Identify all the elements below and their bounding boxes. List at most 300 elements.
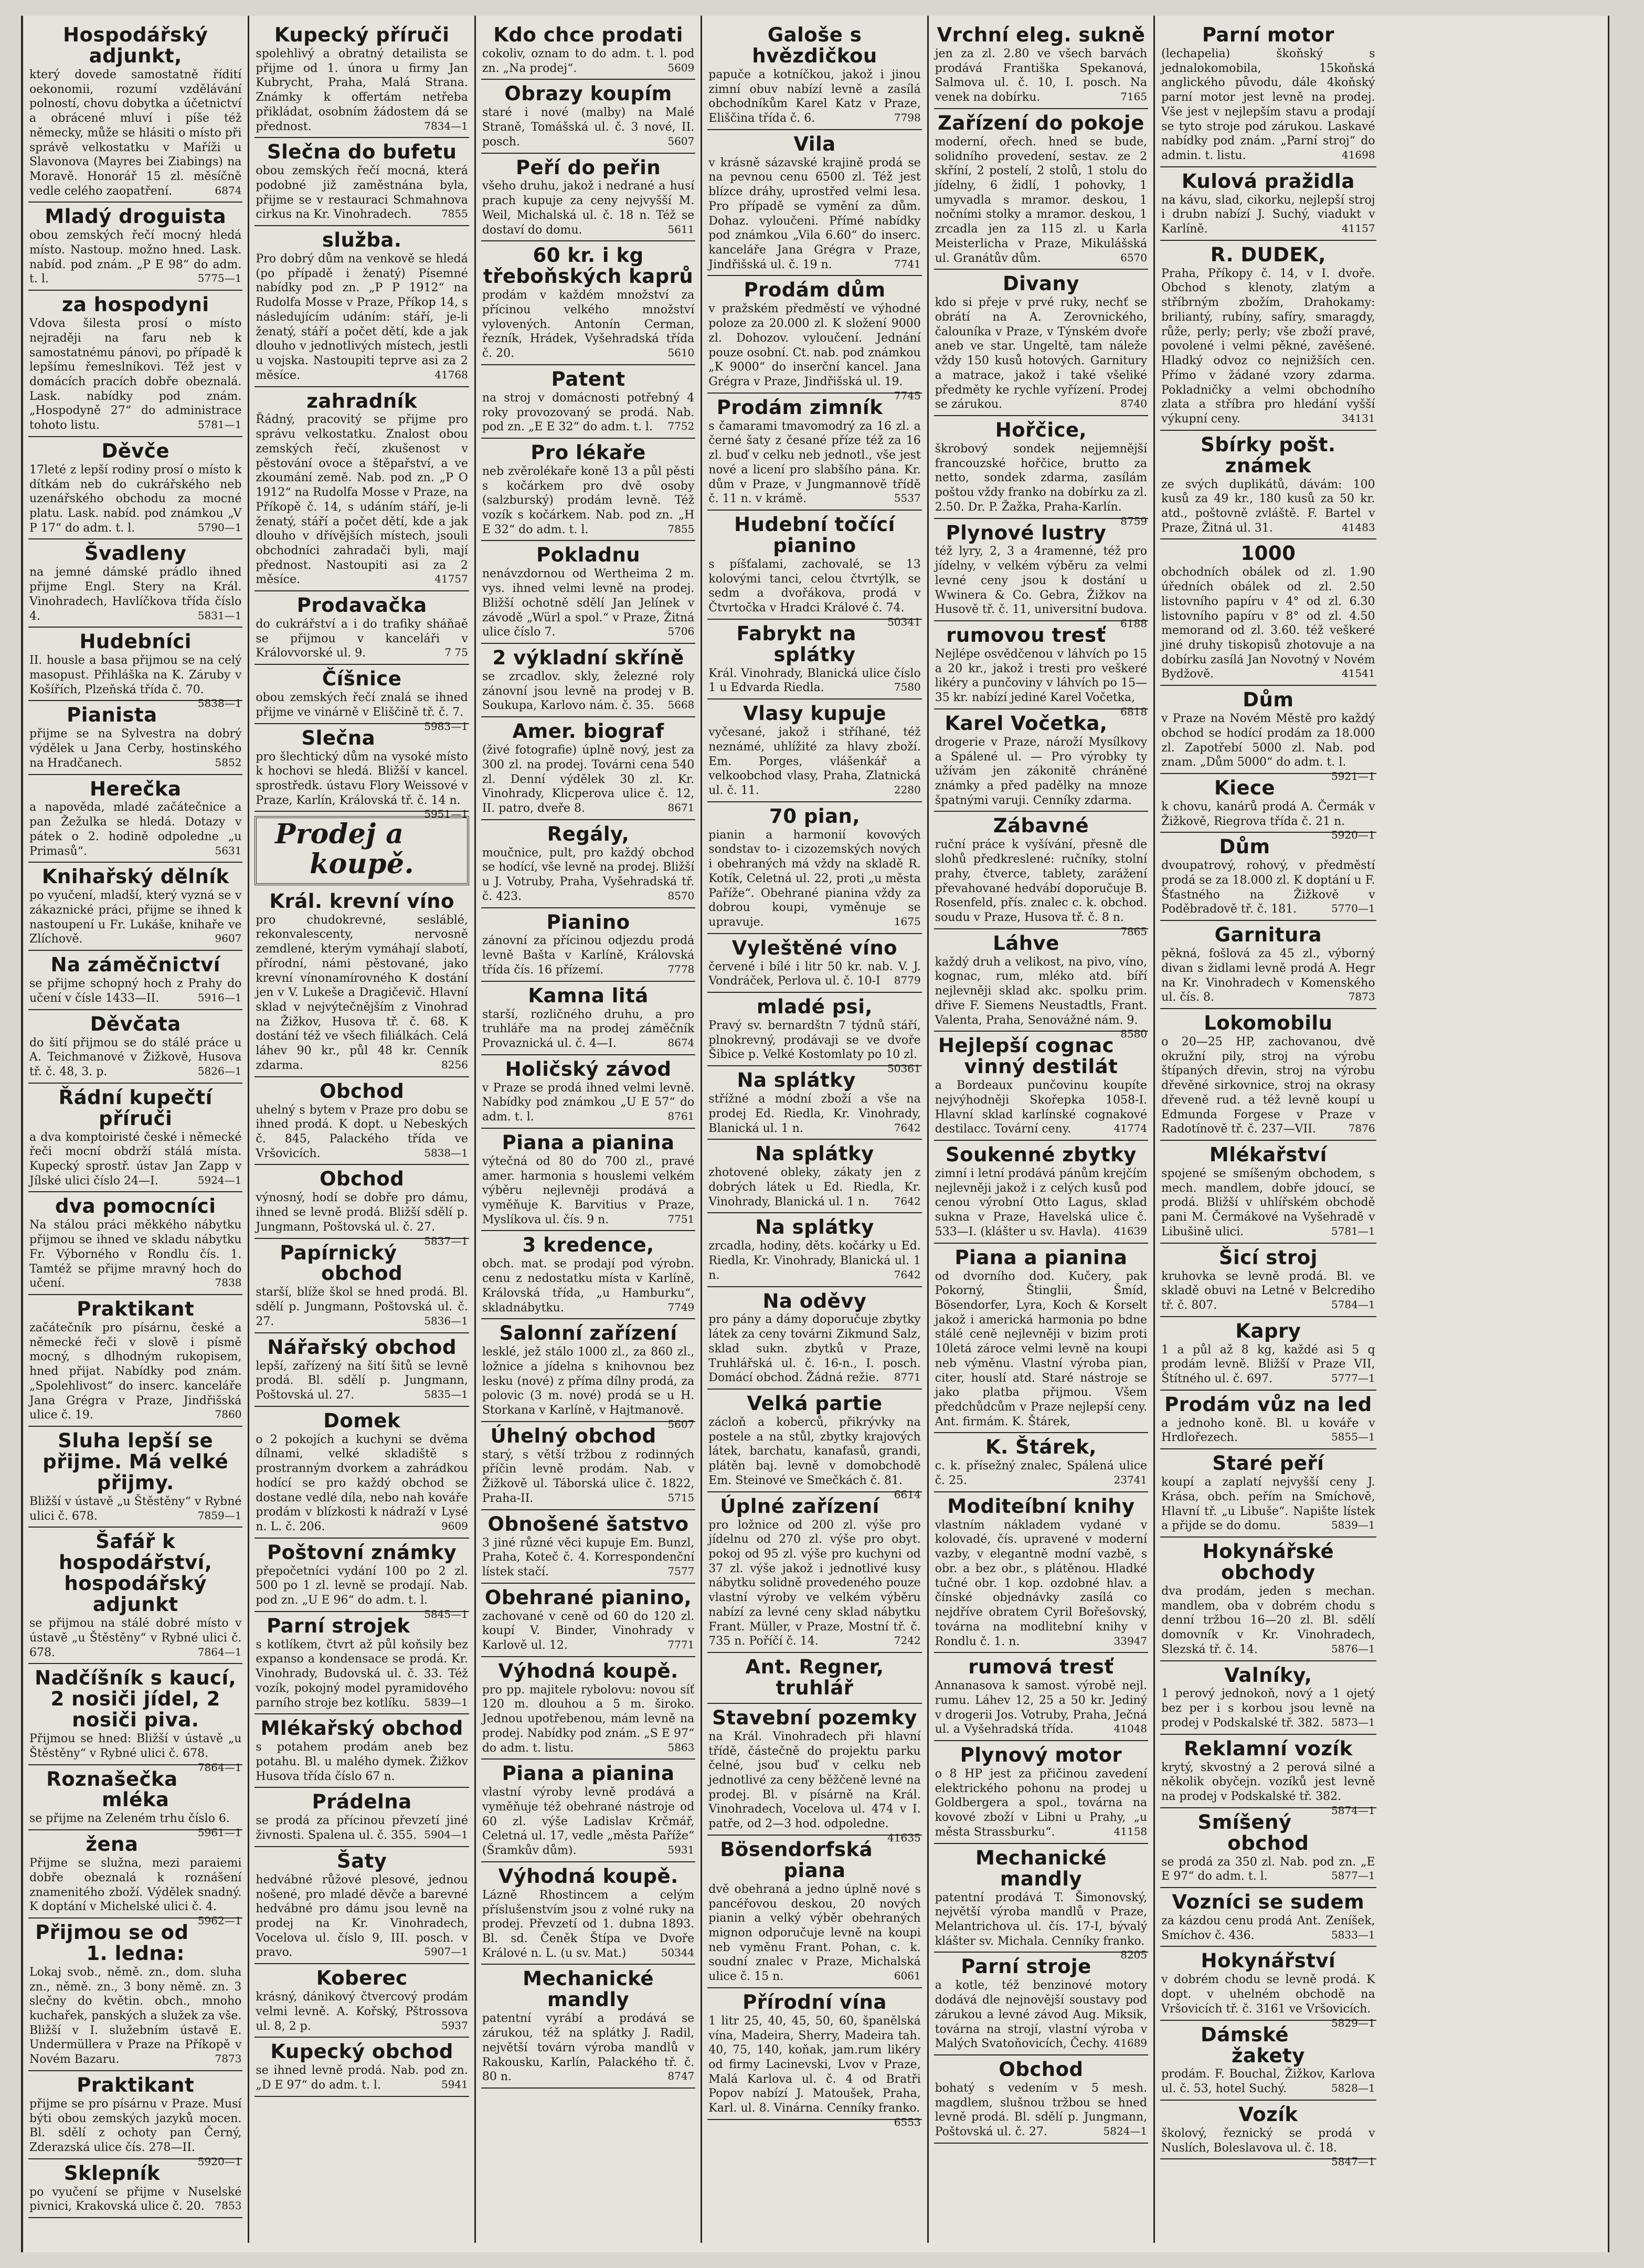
ad-body	[708, 960, 920, 989]
ad-body-text: v dobrém chodu se levně prodá. K dopt. v uhelném obchodě na Vršovicích tř. č. 3161 ve Vršovicích.	[1161, 1973, 1375, 2016]
ad-headline: Šaty	[336, 1849, 387, 1872]
ad-body-text: každý druh a velikost, na pivo, víno, kognac, rum, mléko atd. bíří nejlevněji sklad akc. spolku prim. dřive F. Siemens Neustadtls, Frant. Valenta, Praha, Senovážné nám. 9.	[935, 955, 1148, 1027]
ad-body	[256, 412, 468, 587]
ad-body-text: Lázně Rhostincem a celým příslušenstvím jsou z volné ruky na prodej. Převzetí od 1. dubna 1893. Bl. sd. Čeněk Štípa ve Dvoře Králové n. L. (u sv. Mat.)	[482, 1888, 695, 1960]
ad-body	[29, 463, 241, 536]
classified-ad	[481, 1057, 695, 1129]
ad-body	[256, 617, 468, 661]
ad-body	[1161, 193, 1375, 237]
ad-number: 8674	[667, 1036, 695, 1050]
ad-body-text: na jemné dámské prádlo ihned přijme Engl. Stery na Král. Vinohradech, Havlíčkova třída číslo 4.	[29, 566, 242, 623]
classified-ad	[28, 1832, 242, 1927]
classified-ad	[1160, 2103, 1376, 2168]
ad-body-text: starší, rozličného druhu, a pro truhláře ma na prodej záměčník Provaznická ul. č. 4—I.	[482, 1008, 695, 1051]
ad-body	[482, 1257, 694, 1315]
ad-body-text: 17leté z lepší rodiny prosí o místo k dítkám neb do cukrářského neb uzenářského obchodu za mocné platu. Lask. nabíd. pod známkou „V P 17“ do adm. t. l.	[29, 463, 242, 535]
ad-body	[482, 670, 694, 713]
ad-body	[482, 1888, 694, 1961]
ad-body	[482, 934, 694, 977]
ad-body	[482, 47, 694, 76]
ad-body	[482, 2011, 694, 2084]
ad-body-text: jen za zl. 2.80 ve všech barvách prodává Františka Spekanová, Salmova ul. č. 10, I. posch. Na venek na dobírku.	[935, 47, 1148, 104]
classified-ad	[481, 82, 695, 153]
ad-number: 7778	[667, 962, 695, 976]
ad-number: 6188	[1120, 617, 1148, 630]
classified-ad	[1160, 1246, 1376, 1317]
ad-body-text: zhotovené obleky, zákaty jen z dobrých látek u Ed. Riedla, Kr. Vinohrady, Blanická ul. 1 n.	[708, 1166, 921, 1209]
ad-body-text: Přijme se služna, mezi paraiemi dobře obeznalá k roznášení znamenitého zboží. Výdělek snadný. K doptání v Michelské ulici č. 4.	[29, 1857, 242, 1914]
ad-number: 5847—1	[1331, 2155, 1375, 2168]
ad-headline: Slečna do bufetu	[267, 141, 457, 164]
ad-body	[935, 1459, 1147, 1488]
classified-ad	[707, 1068, 921, 1140]
ad-body	[29, 888, 241, 947]
classified-ad	[707, 1706, 921, 1844]
ad-number: 5874—1	[1331, 1804, 1375, 1817]
ad-number: 5715	[667, 1491, 695, 1504]
ad-number: 8779	[894, 974, 921, 987]
classified-ad	[28, 439, 242, 540]
classified-ad	[28, 205, 242, 291]
ad-headline: Nářařský obchod	[267, 1336, 457, 1359]
ad-headline: Kapry	[1235, 1319, 1301, 1342]
ad-body-text: moučnice, pult, pro každý obchod se hodící, vše levně na prodej. Bližší u J. Votruby, Praha, Vyšehradská tř. č. 423.	[482, 846, 695, 903]
ad-headline: Vyleštěné víno	[731, 936, 898, 959]
ad-headline: Domek	[323, 1409, 401, 1432]
ad-headline: Pianista	[67, 704, 157, 727]
ad-number: 7873	[1348, 990, 1375, 1003]
classified-ad	[481, 243, 695, 365]
classified-ad	[481, 1586, 695, 1657]
ad-body-text: výnosný, hodí se dobře pro dámu, ihned se levně prodá. Bližší sdělí p. Jungmann, Poštovská ul. č. 27.	[256, 1191, 468, 1234]
ad-body	[935, 647, 1148, 718]
ad-body-text: bohatý s vedením v 5 mesh. magdlem, slušnou tržbou se hned levně prodá. Bl. sdělí p. Jungmann, Poštovská ul. č. 27.	[935, 2081, 1148, 2139]
ad-body	[708, 1882, 920, 1984]
ad-headline: Děvčata	[90, 1012, 181, 1035]
ad-number: 33947	[1113, 1634, 1148, 1647]
ad-headline: Pokladnu	[536, 544, 641, 567]
ad-body-text: starší, blíže škol se hned prodá. Bl. sdělí p. Jungmann, Poštovská ul. č. 27.	[256, 1286, 468, 1328]
classified-ad	[707, 1142, 921, 1213]
ad-body	[256, 1433, 468, 1534]
ad-headline: Lokomobilu	[1204, 1012, 1333, 1035]
ad-headline: Velká partie	[747, 1392, 883, 1415]
ad-headline: Mechanické mandly	[523, 1967, 654, 2011]
classified-ad	[481, 719, 695, 820]
ad-number: 5775—1	[197, 272, 242, 285]
ad-headline: Plynový motor	[960, 1744, 1122, 1767]
ad-headline: 60 kr. i kg třeboňských kaprů	[483, 244, 694, 288]
classified-ad	[28, 1012, 242, 1084]
classified-ad	[1160, 542, 1376, 686]
classified-ad	[707, 804, 921, 934]
ad-headline: Číšnice	[322, 667, 402, 691]
ad-body-text: se prodá za přícinou převzetí jiné živnosti. Spalena ul. č. 355.	[256, 1814, 468, 1842]
ad-column	[702, 16, 928, 2243]
ad-body	[482, 1345, 695, 1430]
ad-body	[482, 846, 694, 904]
ad-number: 5924—1	[197, 1173, 242, 1186]
classified-ad	[1160, 688, 1376, 782]
ad-body-text: spojené se smíšeným obchodem, s mech. mandlem, dobře jdoucí, se prodá. Bližší v uhlířském obchodě pani M. Čermákové na Vyšehradě v Libušině ulici.	[1161, 1167, 1375, 1238]
ad-number: 41689	[1113, 2037, 1148, 2050]
ad-number: 7853	[215, 2199, 242, 2212]
ad-number: 8205	[1120, 1948, 1148, 1962]
ad-body	[1161, 1584, 1375, 1657]
ad-headline: rumovou tresť	[946, 624, 1106, 647]
classified-ad	[934, 1246, 1148, 1434]
ad-headline: Pro lékaře	[531, 441, 646, 464]
ad-headline: Na splátky	[755, 1142, 874, 1165]
ad-number: 7642	[894, 1268, 921, 1281]
classified-ad	[481, 1321, 695, 1430]
ad-body	[1161, 47, 1375, 163]
ad-number: 5916—1	[197, 991, 242, 1004]
classified-ad	[254, 1079, 469, 1165]
ad-body	[29, 1130, 241, 1189]
ad-body	[1161, 1914, 1375, 1943]
ad-body-text: se přijmou na stálé dobré místo v ústavě „u Štěstěny“ v Rybné ulici č. 678.	[29, 1617, 242, 1659]
ad-body-text: obou zemských řečí mocná, která podobné již zaměstnána byla, přijme se v restauraci Schmahnova cirkus na Kr. Vinohradech.	[256, 164, 468, 221]
ad-body-text: do cukrářství a i do trafiky sháňaě se přijmou v kanceláři v Královvorské ul. 9.	[256, 618, 468, 660]
ad-body	[1161, 1973, 1375, 2029]
ad-headline: Hejlepší cognac vinný destilát	[938, 1034, 1118, 1078]
classified-ad	[707, 1990, 921, 2128]
ad-body	[256, 1990, 468, 2033]
ad-body	[935, 1167, 1147, 1239]
ad-number: 34131	[1341, 411, 1375, 425]
ad-body	[256, 1814, 468, 1842]
classified-ad	[254, 1716, 469, 1788]
ad-headline: Parní strojek	[267, 1614, 410, 1637]
ad-body	[1161, 1475, 1375, 1533]
ad-body	[256, 1285, 468, 1329]
ad-headline: Mlékařský obchod	[260, 1717, 463, 1740]
classified-ad	[28, 1086, 242, 1193]
ad-body	[708, 1312, 920, 1385]
ad-body-text: krásný, dánikový čtvercový prodám velmi levně. A. Kořský, Pštrossova ul. 8, 2 p.	[256, 1990, 468, 2033]
ad-body	[29, 977, 241, 1005]
ad-number: 41635	[887, 1831, 921, 1844]
ad-headline: Vila	[793, 132, 836, 155]
ad-number: 5961—1	[197, 1826, 242, 1839]
ad-number: 5839—1	[1331, 1519, 1375, 1532]
ad-number: 8761	[667, 1110, 695, 1123]
classified-ad	[28, 630, 242, 710]
classified-ad	[707, 1392, 921, 1501]
ad-headline: Kamna litá	[528, 984, 649, 1007]
ad-headline: Valníky,	[1224, 1663, 1312, 1687]
ad-body	[935, 1078, 1147, 1137]
classified-ad	[254, 889, 469, 1077]
ad-headline: zahradník	[306, 389, 417, 412]
classified-ad	[934, 712, 1148, 812]
ad-body-text: začátečník pro písárnu, české a německé řeči v slově i písmě mocný, s dlhodným rukopisem, hned přijat. Nabídky pod znám. „Spolehlivost“ do inserc. kanceláře Jana Grégra v Praze, Jindřišská ulice č. 19.	[29, 1321, 242, 1422]
ad-number: 5668	[667, 698, 695, 712]
ad-headline: Fabrykt na splátky	[736, 622, 856, 666]
ad-body-text: se přijme na Zeleném trhu číslo 6.	[29, 1812, 230, 1826]
ad-body	[482, 464, 694, 537]
ad-headline: Piana a pianina	[502, 1131, 675, 1154]
ad-headline: Sbírky pošt. známek	[1201, 433, 1336, 477]
ad-headline: Švadleny	[84, 542, 187, 565]
ad-number: 5920—1	[1331, 829, 1375, 842]
classified-ad	[28, 1194, 242, 1295]
classified-ad	[934, 1435, 1148, 1492]
ad-number: 7873	[215, 2052, 242, 2065]
classified-ad	[1160, 1451, 1376, 1538]
classified-ad	[1160, 1393, 1376, 1449]
ad-body-text: neb zvěrolékaře koně 13 a půl pěsti s kočárkem pro dvě osoby (salzburský) prodám levně. Též vozík s kočárkem. Nab. pod zn. „H E 32“ do adm. t. l.	[482, 464, 695, 536]
ad-number: 8747	[667, 2070, 695, 2083]
ad-number: 5781—1	[1331, 1224, 1375, 1237]
ad-number: 6570	[1120, 251, 1148, 264]
ad-number: 5835—1	[424, 1387, 468, 1401]
ad-body	[29, 565, 241, 623]
ad-number: 9609	[441, 1519, 468, 1532]
ad-number: 5781—1	[197, 418, 242, 431]
ad-headline: Král. krevní víno	[269, 889, 454, 913]
ad-headline: Vozík	[1238, 2103, 1298, 2126]
ad-body-text: který dovede samostatně řídití oekonomii, rozumí vzdělávání polností, chovu dobytka a účetnictví a obrácené mluví i píše též německy, může se hlásiti o místo při správě velkostatku v Maříži u Slavonova (Mayres bei Ziabings) na Moravě. Honorář 15 zl. měsíčně vedle celého zaopatření.	[29, 68, 242, 198]
ad-number: 5877—1	[1331, 1869, 1375, 1882]
classified-ad	[934, 1743, 1148, 1844]
ad-body-text: dva prodám, jeden s mechan. mandlem, oba v dobrém chodu s denní tržbou 16—20 zl. Bl. sdělí domovník v Kr. Vinohradech, Slezská tř. č. 14.	[1161, 1584, 1375, 1656]
ad-body	[29, 1218, 241, 1291]
ad-body-text: papuče a kotníčkou, jakož i jinou zimní obuv nabízí levně a zasílá obchodníkům Karel Katz v Praze, Eliščina třída č. 6.	[708, 68, 921, 125]
ad-body	[935, 838, 1148, 938]
ad-column	[249, 16, 475, 2243]
ad-headline: Praktikant	[77, 1297, 195, 1320]
ad-body-text: též lyry, 2, 3 a 4ramenné, též pro jídelny, v velkém výběru za velmi levné ceny jsou k dostání u Wwinera & Co. Gebra, Žižkov na Husově tř. č. 11, universitní budova.	[935, 545, 1148, 617]
classified-ad	[481, 1131, 695, 1232]
ad-body	[256, 1359, 468, 1403]
ad-body-text: II. housle a basa přijmou se na celý masopust. Přihláška na K. Záruby v Košířích, Plzeňská třída č. 70.	[29, 654, 242, 696]
classified-ad	[1160, 1663, 1376, 1735]
ad-body-text: v krásně sázavské krajině prodá se na pevnou cenu 6500 zl. Též jest blízce dráhy, uprostřed velmi lesa. Pro případě se vymění za dům. Dohaz. vyloučeni. Přímé nabídky pod známkou „Vila 6.60“ do inserc. kanceláře Jana Grégra v Praze, Jindřišská ul. č. 19 n.	[708, 156, 921, 271]
classified-ad	[707, 1215, 921, 1287]
ad-number: 7865	[1120, 925, 1148, 938]
ad-headline: R. DUDEK,	[1210, 243, 1326, 266]
ad-body-text: lesklé, jež stálo 1000 zl., za 860 zl., ložnice a jídelna s knihovnou bez lesku (nové) z příma dílny prodá, za polovic (3 m. nové) prodá se u H. Storkana v Karlíně, v Hajtmanově.	[482, 1345, 695, 1417]
ad-headline: Praktikant	[77, 2073, 195, 2096]
ad-body	[708, 666, 920, 695]
ad-number: 7577	[667, 1564, 695, 1577]
ad-body-text: v pražském předměstí ve výhodné poloze za 20.000 zl. K složení 9000 zl. Dohozov. vyloučení. Jednání pouze osobní. Ct. nab. pod známkou „K 9000“ do inserční kancel. Jana Grégra v Praze, Jindřišská ul. 19.	[708, 302, 921, 389]
ad-body-text: kdo si přeje v prvé ruky, nechť se obrátí na A. Zerovnického, čalouníka v Praze, v Týnském dvoře aneb ve star. Ungeltě, tam náleže vždy 150 kusů hotových. Garnitury a matrace, jakož i také všeliké předměty ke rychle vyřízení. Prodej se zárukou.	[935, 296, 1148, 411]
ad-body	[1161, 565, 1375, 682]
ad-body-text: do šití přijmou se do stálé práce u A. Teichmanové v Žižkově, Husova tř. č. 48, 3. p.	[29, 1036, 242, 1078]
ad-headline: Mladý droguista	[45, 205, 227, 228]
ad-headline: dva pomocníci	[55, 1195, 216, 1218]
ad-body-text: Řádný, pracovitý se přijme pro správu velkostatku. Znalost obou zemských řečí, zkušenost v pěstování ovoce a štěpařství, a ve zkoumání země. Nab. pod zn. „P O 1912“ na Rudolfa Mosse v Praze, na Příkopě č. 14, s udáním stáří, je-li ženatý, stáří a počet dětí, kde a jak dlouho v dřívějších místech, jsouli obchodníci zahradači byli, mají přednost. Nastoupiti asi za 2 měsíce.	[256, 413, 468, 587]
ad-body-text: s kotlíkem, čtvrt až půl koňsily bez expanso a kondensace se prodá. Kr. Vinohrady, Budovská ul. č. 33. Též vozík, pokojný model pyramidového parního stroje bez kotlíku.	[256, 1638, 468, 1710]
classified-ad	[28, 1429, 242, 1528]
ad-number: 7798	[894, 111, 921, 124]
ad-headline: Parní motor	[1202, 24, 1334, 46]
ad-body-text: o 2 pokojích a kuchyni se dvěma dílnami, velké skladiště s prostranným dvorkem a zahrádkou hodící se pro každý obchod se dostane vedlé díla, nebo nah kováře prodám v blízkosti k nádraží v Lysé n. L. č. 206.	[256, 1433, 468, 1533]
classified-ad	[481, 984, 695, 1055]
ad-body-text: vlastní výroby levně prodává a vyměňuje též obehrané nástroje od 60 zl. výše Ladislav Krčmář, Celetná ul. 17, vedle „města Paříže“ (Šramkův dům).	[482, 1786, 695, 1858]
ad-number: 41774	[1113, 1122, 1148, 1135]
ad-headline: Na splátky	[755, 1216, 874, 1239]
ad-headline: Koberec	[316, 1967, 408, 1990]
classified-ad	[254, 726, 469, 821]
ad-body-text: přijme se na Sylvestra na dobrý výdělek u Jana Cerby, hostinského na Hradčanech.	[29, 727, 242, 770]
classified-ad	[481, 1967, 695, 2089]
ad-headline: Úplné zařízení	[720, 1495, 879, 1518]
ad-number: 5770—1	[1331, 902, 1375, 915]
ad-number: 7749	[667, 1300, 695, 1313]
ad-number: 6818	[1120, 705, 1148, 718]
classified-ad	[28, 953, 242, 1010]
ad-headline: Vlasy kupuje	[743, 702, 886, 725]
ad-headline: Hokynářství	[1201, 1949, 1336, 1973]
classified-ad	[707, 513, 921, 628]
ad-body-text: po vyučení, mladší, který vyzná se v zákaznické práci, přijme se ihned k nastoupení u Fr. Lukáše, knihaře ve Zlíchově.	[29, 889, 242, 946]
ad-body	[482, 1448, 694, 1506]
ad-column	[929, 16, 1155, 2243]
ad-number: 41158	[1113, 1825, 1148, 1838]
ad-number: 23741	[1113, 1474, 1148, 1487]
ad-body-text: 3 jiné různé věci kupuje Em. Bunzl, Praha, Koteč č. 4. Korrespondenční lístek stačí.	[482, 1536, 695, 1578]
ad-number: 8256	[441, 1058, 468, 1071]
classified-ad	[254, 23, 469, 138]
ad-number: 5611	[667, 222, 695, 236]
classified-ads-page	[21, 16, 1609, 2252]
ad-number: 5863	[667, 1741, 695, 1754]
ad-body-text: zánovní za přícinou odjezdu prodá levně Bašta v Karlíně, Královská třída čís. 16 přízemí.	[482, 934, 695, 977]
ad-number: 5904—1	[424, 1828, 468, 1841]
ad-headline: Poštovní známky	[267, 1541, 457, 1564]
classified-ad	[481, 1424, 695, 1510]
ad-body-text: Král. Vinohrady, Blanická ulice číslo 1 u Edvarda Riedla.	[708, 666, 921, 695]
ad-body	[482, 1008, 694, 1051]
ad-headline: Parní stroje	[961, 1955, 1091, 1978]
ad-body	[482, 567, 694, 640]
ad-body-text: uhelný s bytem v Praze pro dobu se ihned prodá. K dopt. u Nebeských č. 845, Palackého třída ve Vršovicích.	[256, 1103, 468, 1160]
ad-number: 8740	[1120, 397, 1148, 410]
classified-ad	[707, 396, 921, 511]
classified-ad	[481, 1659, 695, 1760]
classified-ad	[481, 1762, 695, 1862]
ad-headline: Na oděvy	[762, 1289, 867, 1312]
ad-headline: Přírodní vína	[743, 1990, 887, 2013]
ad-body-text: staré i nové (malby) na Malé Straně, Tomášská ul. č. 3 nové, II. posch.	[482, 106, 695, 149]
ad-body-text: dvě obehraná a jedno úplně nové s pancéřovou deskou, 20 nových pianin a velký výběr obehraných mignon odporučuje levně na koupi neb vyměnu Frant. Pohan, c. k. soudní znalec v Praze, Michalská ulice č. 15 n.	[708, 1882, 921, 1984]
ad-headline: 2 výkladní skříně	[492, 647, 684, 670]
ad-body	[708, 725, 920, 798]
ad-body-text: od dvorního dod. Kučery, pak Pokorný, Štinglii, Šmíd, Bösendorfer, Lyra, Koch & Korselt jakož i americká harmonia po bdne stálé ceně nejlevněji v bizim proti 10letá zároce velmi levně na koupi neb výměnu. Vlastní výroba pian, citer, houslí atd. Staré nástroje se jako platba přijmou. Všem předchůdcům v Praze nejlepší ceny. Ant. firmám. K. Štárek,	[935, 1269, 1148, 1428]
ad-body-text: (živé fotografie) úplně nový, jest za 300 zl. na prodej. Továrni cena 540 zl. Denní výdělek 30 zl. Kr. Vinohrady, Klicperova ulice č. 12, II. patro, dveře 8.	[482, 744, 695, 815]
ad-headline: Sklepník	[63, 2161, 160, 2185]
ad-body	[482, 1609, 694, 1653]
ad-body	[482, 391, 694, 434]
ad-headline: Plynové lustry	[946, 521, 1107, 544]
ad-number: 6614	[894, 1488, 921, 1501]
ad-body	[935, 1679, 1147, 1737]
classified-ad	[481, 543, 695, 644]
classified-ad	[28, 777, 242, 863]
ad-headline: Sluha lepší se přijme. Má velké přijmy.	[43, 1429, 229, 1494]
classified-ad	[707, 1655, 921, 1704]
ad-body-text: starý, s větší tržbou z rodinných příčin levně prodám. Nab. v Žižkově ul. Táborská ulice č. 1822, Praha-II.	[482, 1448, 695, 1505]
ad-body	[935, 1978, 1147, 2051]
ad-headline: Herečka	[90, 777, 182, 800]
ad-headline: 3 kredence,	[522, 1234, 654, 1257]
classified-ad	[1160, 1737, 1376, 1817]
classified-ad	[707, 622, 921, 700]
ad-body	[708, 68, 920, 126]
ad-headline: Obrazy koupím	[504, 82, 672, 105]
classified-ad	[934, 2058, 1148, 2144]
ad-headline: Láhve	[993, 931, 1059, 955]
classified-ad	[934, 931, 1148, 1041]
ad-body	[29, 1616, 241, 1660]
ad-body	[256, 1191, 468, 1247]
ad-body-text: drogerie v Praze, nároží Mysílkovy a Spálené ul. — Pro výrobky ty užívám jen zákonitě chráněné známky a před padělky na mnoze špatnými varuji. Cenníky zdarma.	[935, 735, 1148, 807]
ad-body	[1161, 478, 1375, 536]
ad-headline: Prodavačka	[296, 594, 427, 617]
ad-body	[256, 47, 468, 134]
ad-body-text: pro chudokrevné, sesláblé, rekonvalescenty, nervosně zemdlené, kterým vymáhají slabotí, přírodní, námi pěstované, jako krevní vínonamírovného K dostání jen v V. Lukeše a Dragičevič. Hlavní sklad v nejvýtečnějším z Vinohrad na Žižkov, Husova tř. č. 68. K dostání též ve všech filiálkách. Celá láhev 90 kr., půl 48 kr. Cenník zdarma.	[256, 913, 468, 1072]
ad-body-text: Bližší v ústavě „u Štěstěny“ v Rybné ulici č. 678.	[29, 1495, 242, 1523]
ad-body	[1161, 2126, 1375, 2168]
ad-column	[476, 16, 702, 2243]
ad-number: 50341	[887, 615, 921, 628]
ad-number: 2280	[894, 783, 921, 796]
classified-ad	[1160, 923, 1376, 1009]
ad-body	[29, 2185, 241, 2214]
classified-ad	[707, 936, 921, 993]
ad-body	[708, 557, 921, 628]
ad-body	[29, 316, 241, 433]
classified-ad	[254, 594, 469, 665]
ad-body	[935, 1767, 1147, 1840]
classified-ad	[934, 23, 1148, 109]
ad-number: 5852	[215, 756, 242, 769]
ad-body-text: se ihned levně prodá. Nab. pod zn. „D E 97“ do adm. t. l.	[256, 2064, 468, 2092]
classified-ad	[934, 418, 1148, 527]
classified-ad	[481, 156, 695, 242]
ad-body-text: Lokaj svob., němě. zn., dom. sluha zn., němě. zn., 3 bony němě. zn. 3 slečny do květin. obch., mnoho kuchařek, panských a služek za vše. Bližší v I. služebním ústavě E. Undermüllera v Praze na Příkopě v Novém Bazaru.	[29, 1965, 242, 2066]
ad-headline: Šafář k hospodářství, hospodářský adjunkt	[58, 1530, 213, 1616]
ad-body-text: vyčesané, jakož i stříhané, též neznámé, uhlížité za hlavy zboží. Em. Porges, vlášenkář a velkoobchod vlasy, Praha, Zlatnická ul. č. 11.	[708, 726, 921, 797]
ad-body-text: Pro dobrý dům na venkově se hledá (po případě i ženatý) Písemné nabídky pod zn. „P P 1912“ na Rudolfa Mosse v Praze, Příkop 14, s následujícím udáním: stáří, je-li ženatý, stáří a počet dětí, kde a jak dlouho v jednotlivých místech, jestli u vojska. Nastoupiti teprve asi za 2 měsíce.	[256, 252, 468, 382]
ad-number: 5920—1	[197, 2155, 242, 2168]
ad-headline: Prodej a koupě.	[275, 818, 415, 880]
ad-headline: Zábavné	[993, 814, 1089, 838]
ad-headline: Smíšený obchod	[1197, 1810, 1309, 1854]
ad-headline: mladé psi,	[757, 995, 873, 1019]
ad-body-text: obchodních obálek od zl. 1.90 úředních obálek od zl. 2.50 listovního papíru v 4° od zl. 6.30 listovního papíru v 8° od zl. 4.50 memorand od zl. 3.60. též veškeré jiné druhy tiskopisů zhotovuje a na dobírku zasílá Jan Novotný v Novém Bydžově.	[1161, 566, 1375, 681]
ad-body	[935, 955, 1148, 1041]
ad-body	[1161, 2067, 1375, 2096]
ad-headline: Kdo chce prodati	[493, 24, 683, 46]
ad-headline: Kiece	[1214, 776, 1276, 799]
ad-headline: Papírnický obchod	[280, 1241, 403, 1285]
ad-body-text: dvoupatrový, rohový, v předměstí prodá se za 18.000 zl. K doptání u F. Šťastného na Žižkově v Poděbradově tř. č. 181.	[1161, 859, 1375, 916]
ad-body-text: pianin a harmonií kovových sondstav to- i cizozemských nových i obehraných má vždy na skladě R. Kotík, Celetná ul. 22, proti „u města Paříže“. Obehrané pianina vždy za dobrou koupi, vyměnuje se upravuje.	[708, 828, 921, 929]
ad-body	[935, 295, 1147, 412]
ad-headline: Dům	[1219, 835, 1270, 859]
ad-number: 5607	[667, 134, 695, 147]
ad-body	[256, 164, 468, 222]
ad-number: 5873—1	[1331, 1715, 1375, 1729]
ad-headline: za hospodyni	[61, 293, 209, 316]
classified-ad	[934, 111, 1148, 270]
ad-headline: Šicí stroj	[1218, 1246, 1318, 1269]
